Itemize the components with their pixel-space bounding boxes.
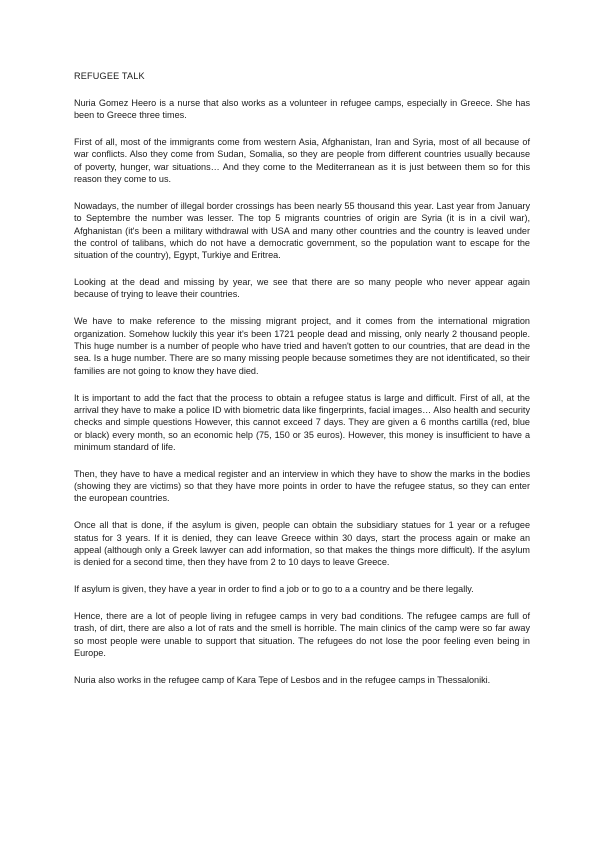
paragraph-asylum-given: If asylum is given, they have a year in order to find a job or to go to a a country and be there legally.: [74, 584, 474, 595]
paragraph-intro: Nuria Gomez Heero is a nurse that also works as a volunteer in refugee camps, especially in Greece. She has been to Greece three times.: [74, 97, 530, 121]
paragraph-dead-missing: Looking at the dead and missing by year, we see that there are so many people who never appear again because of trying to leave their countries.: [74, 277, 530, 300]
document-page: [74, 70, 530, 701]
paragraph-asylum-outcome: Once all that is done, if the asylum is given, people can obtain the subsidiary statues for 1 year or a refugee status for 3 years. If it is denied, they can leave Greece within 30 days, start the process again or make an appeal (although only a Greek lawyer can add information, so that makes the things more difficult). If the asylum is denied for a second time, then they have from 2 to 10 days to leave Greece.: [74, 520, 530, 568]
paragraph-medical-register: Then, they have to have a medical register and an interview in which they have to show the marks in the bodies (showing they are victims) so that they have more points in order to have the refugee status, so they can enter the european countries.: [74, 468, 530, 504]
document-title: REFUGEE TALK: [74, 71, 145, 81]
paragraph-crossings: Nowadays, the number of illegal border crossings has been nearly 55 thousand this year. Last year from January to Septembre the number was lesser. The top 5 migrants countries of origin are Syria (it is in a civil war), Afghanistan (it's been a military withdrawal with USA and many other countries and the country is leaved under the control of talibans, which do not have a democratic government, so the population want to escape for the situation of the country), Egypt, Turkiye and Eritrea.: [74, 200, 530, 261]
paragraph-refugee-status-process: It is important to add the fact that the process to obtain a refugee status is large and difficult. First of all, at the arrival they have to make a police ID with biometric data like fingerprints, facial images… Also health and security checks and simple questions However, this cannot exceed 7 days. They are given a 6 months cartilla (red, blue or black) every month, so an economic help (75, 150 or 35 euros). However, this money is insufficient to have a minimum standard of life.: [74, 392, 530, 452]
paragraph-origins: First of all, most of the immigrants come from western Asia, Afghanistan, Iran and Syria, most of all because of war conflicts. Also they come from Sudan, Somalia, so they are people from different countries usually because of poverty, hunger, war situations… And they come to the Mediterranean as it is just between them so for this reason they come to us.: [74, 137, 530, 185]
paragraph-camps-worked: Nuria also works in the refugee camp of Kara Tepe of Lesbos and in the refugee camps in Thessaloniki.: [74, 674, 491, 685]
paragraph-camp-conditions: Hence, there are a lot of people living in refugee camps in very bad conditions. The refugee camps are full of trash, of dirt, there are also a lot of rats and the smell is horrible. The main clinics of the camp were so far away so most people were unable to support that situation. The refugees do not lose the poor feeling even being in Europe.: [74, 611, 530, 659]
paragraph-missing-project: We have to make reference to the missing migrant project, and it comes from the international migration organization. Somehow luckily this year it's been 1721 people dead and missing, only nearly 2 thousand people. This huge number is a number of people who have tried and haven't gotten to our countries, that are dead in the sea. Is a huge number. There are so many missing people because sometimes they are not identificated, so their families are not going to know they have died.: [74, 316, 530, 376]
